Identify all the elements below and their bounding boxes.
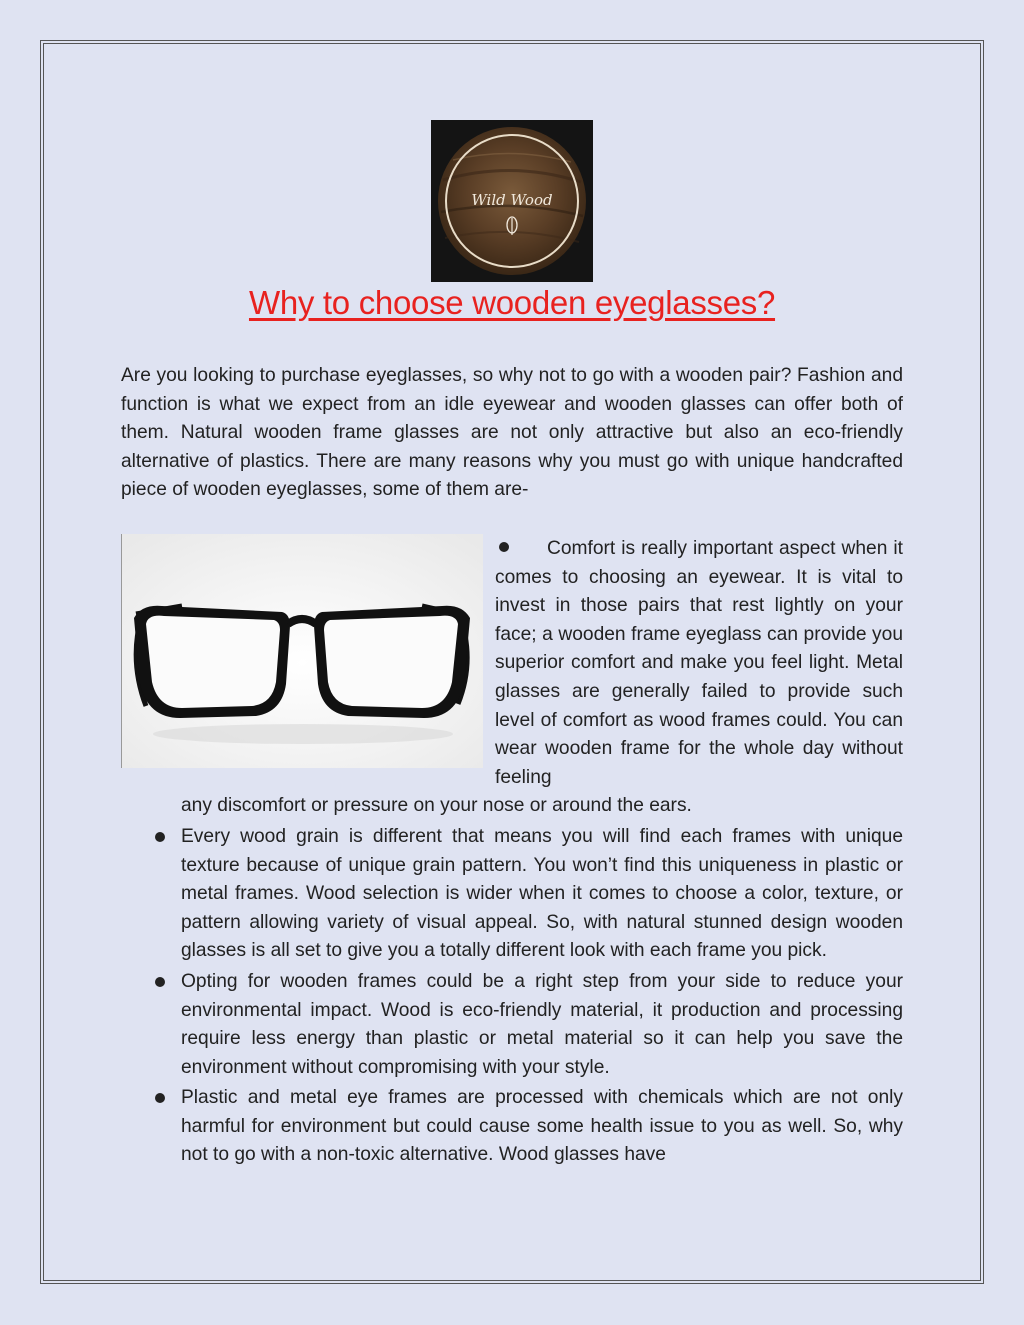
list-item xyxy=(121,535,903,821)
list-item-text: Opting for wooden frames could be a right step from your side to reduce your environmental impact. Wood is eco-friendly material, it production and processing require less energy than plastic or metal material so it can help you save the environment without compromising with your style. xyxy=(181,970,903,1078)
list-item-text: Every wood grain is different that means you will find each frames with unique texture because of unique grain pattern. You won’t find this uniqueness in plastic or metal frames. Wood selection is wider when it comes to choose a color, texture, or pattern allowing variety of visual appeal. So, with natural stunned design wooden glasses is all set to give you a totally different look with each frame you pick. xyxy=(181,825,903,962)
bullet-icon xyxy=(155,1093,165,1103)
bullet-icon xyxy=(499,542,509,552)
bullet-icon xyxy=(155,977,165,987)
list-item xyxy=(121,1084,903,1170)
intro-paragraph: Are you looking to purchase eyeglasses, so why not to go with a wooden pair? Fashion and function is what we expect from an idle eyewear and wooden glasses can offer both of them. Natural wooden frame glasses are not only attractive but also an eco-friendly alternative of plastics. There are many reasons why you must go with unique handcrafted piece of wooden eyeglasses, some of them are- xyxy=(121,365,903,501)
list-item-text: Comfort is really important aspect when it comes to choosing an eyewear. It is vital to invest in those pairs that rest lightly on your face; a wooden frame eyeglass can provide you superior comfort and make you feel light. Metal glasses are generally failed to provide such level of comfort as wood frames could. You can wear wooden frame for the whole day without feeling xyxy=(495,538,903,788)
logo-graphic xyxy=(431,120,593,282)
list-item xyxy=(121,968,903,1082)
bullet-icon xyxy=(155,832,165,842)
list-item-text-continued: any discomfort or pressure on your nose or around the ears. xyxy=(181,795,692,817)
benefits-list xyxy=(121,535,903,1172)
list-item xyxy=(121,823,903,966)
page-title: Why to choose wooden eyeglasses? xyxy=(248,284,776,321)
wild-wood-logo xyxy=(431,120,593,282)
list-item-text: Plastic and metal eye frames are processed with chemicals which are not only harmful for environment but could cause some health issue to you as well. So, why not to go with a non-toxic alternative. Wood glasses have xyxy=(181,1087,903,1166)
logo-text: Wild Wood xyxy=(471,191,553,209)
